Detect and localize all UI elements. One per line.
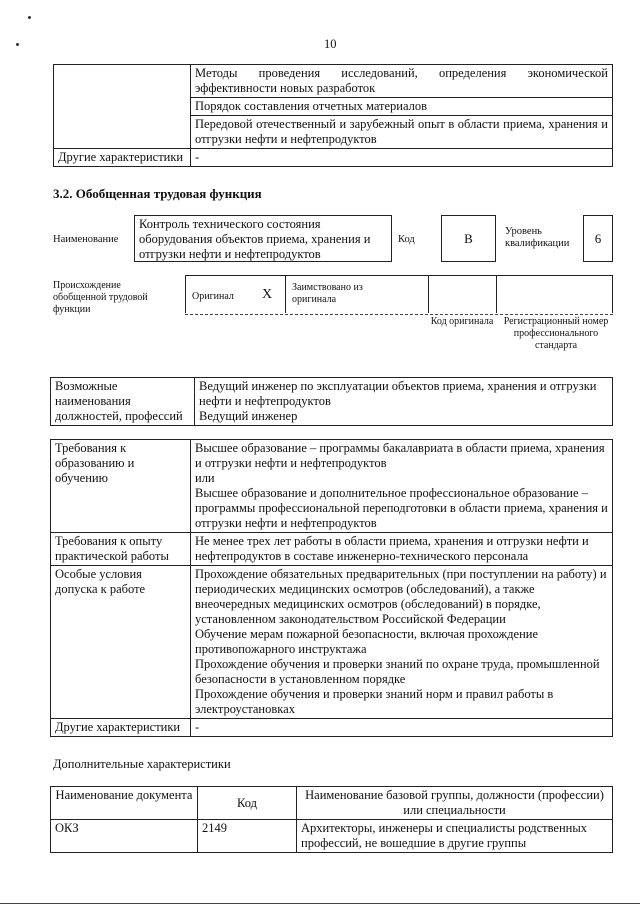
positions-values xyxy=(195,378,613,426)
divider xyxy=(185,275,186,313)
borrowed-label: Заимствовано из оригинала xyxy=(292,282,363,305)
position-item: Ведущий инженер xyxy=(199,409,298,423)
other-label: Другие характеристики xyxy=(51,719,191,737)
header-code: Код xyxy=(198,787,297,820)
condition-line: Прохождение обязательных предварительных (при поступлении на работу) и периодических медицинских осмотров (обследований), а также внеочередных медицинских осмотров (обследований) в порядке, установленном законодательством Российской Федерации xyxy=(195,567,607,626)
page-number: 10 xyxy=(324,37,337,51)
additional-table xyxy=(50,786,613,853)
level-value xyxy=(583,215,613,262)
code-caption: Код оригинала xyxy=(430,316,494,327)
table-row xyxy=(51,820,613,853)
reg-caption: Регистрационный номер профессионального стандарта xyxy=(503,316,609,351)
other-value xyxy=(191,719,613,737)
experience-line: Не менее трех лет работы в области приема, хранения и отгрузки нефти и нефтепродуктов в составе инженерно-технического персонала xyxy=(195,534,589,563)
other-characteristics-label: Другие характеристики xyxy=(54,149,191,167)
other-characteristics-value: - xyxy=(191,149,613,167)
position-item: Ведущий инженер по эксплуатации объектов приема, хранения и отгрузки нефти и нефтепродуктов xyxy=(199,379,597,408)
divider xyxy=(285,275,286,313)
row-document: ОКЗ xyxy=(51,820,198,853)
scan-edge xyxy=(0,903,640,904)
level-label: Уровень квалификации xyxy=(505,226,570,249)
top-table-row: Передовой отечественный и зарубежный опыт в области приема, хранения и отгрузки нефти и нефтепродуктов xyxy=(191,116,613,149)
divider xyxy=(612,275,613,313)
education-value xyxy=(191,440,613,533)
experience-value xyxy=(191,533,613,566)
top-table-empty-cell xyxy=(54,65,191,149)
scan-mark xyxy=(16,43,19,46)
code-value-text: В xyxy=(464,231,473,246)
name-label: Наименование xyxy=(53,234,119,245)
code-value xyxy=(441,215,496,262)
code-label: Код xyxy=(398,234,415,245)
origin-box xyxy=(185,275,613,315)
divider xyxy=(496,275,497,313)
positions-table xyxy=(50,377,613,426)
condition-line: Обучение мерам пожарной безопасности, включая прохождение противопожарного инструктажа xyxy=(195,627,538,656)
header-group: Наименование базовой группы, должности (профессии) или специальности xyxy=(297,787,613,820)
row-group: Архитекторы, инженеры и специалисты родственных профессий, не вошедшие в другие группы xyxy=(297,820,613,853)
education-label: Требования к образованию и обучению xyxy=(51,440,191,533)
original-mark: X xyxy=(262,287,273,302)
header-document: Наименование документа xyxy=(51,787,198,820)
special-conditions-label: Особые условия допуска к работе xyxy=(51,566,191,719)
original-label: Оригинал xyxy=(192,291,234,302)
divider xyxy=(428,275,429,313)
section-title: 3.2. Обобщенная трудовая функция xyxy=(53,186,262,201)
other-line: - xyxy=(195,720,200,734)
top-table-row: Методы проведения исследований, определения экономической эффективности новых разработок xyxy=(191,65,613,98)
condition-line: Прохождение обучения и проверки знаний норм и правил работы в электроустановках xyxy=(195,687,554,716)
function-name-text: Контроль технического состояния оборудования объектов приема, хранения и отгрузки нефти и нефтепродуктов xyxy=(139,217,371,261)
condition-line: Прохождение обучения и проверки знаний по охране труда, промышленной безопасности в установленном порядке xyxy=(195,657,600,686)
function-name xyxy=(134,215,392,262)
row-code: 2149 xyxy=(198,820,297,853)
additional-title: Дополнительные характеристики xyxy=(53,757,231,771)
education-line: Высшее образование – программы бакалавриата в области приема, хранения и отгрузки нефти и нефтепродуктов xyxy=(195,441,605,470)
top-table xyxy=(53,64,613,167)
requirements-table xyxy=(50,439,613,737)
scan-mark xyxy=(28,16,31,19)
top-table-row: Порядок составления отчетных материалов xyxy=(191,98,613,116)
origin-label: Происхождение обобщенной трудовой функции xyxy=(53,280,148,315)
positions-label: Возможные наименования должностей, профессий xyxy=(51,378,195,426)
experience-label: Требования к опыту практической работы xyxy=(51,533,191,566)
level-value-text: 6 xyxy=(594,231,602,246)
education-line: Высшее образование и дополнительное профессиональное образование – программы профессиональной переподготовки в области приема, хранения и отгрузки нефти и нефтепродуктов xyxy=(195,486,608,530)
special-conditions-value xyxy=(191,566,613,719)
education-line: или xyxy=(195,471,215,485)
